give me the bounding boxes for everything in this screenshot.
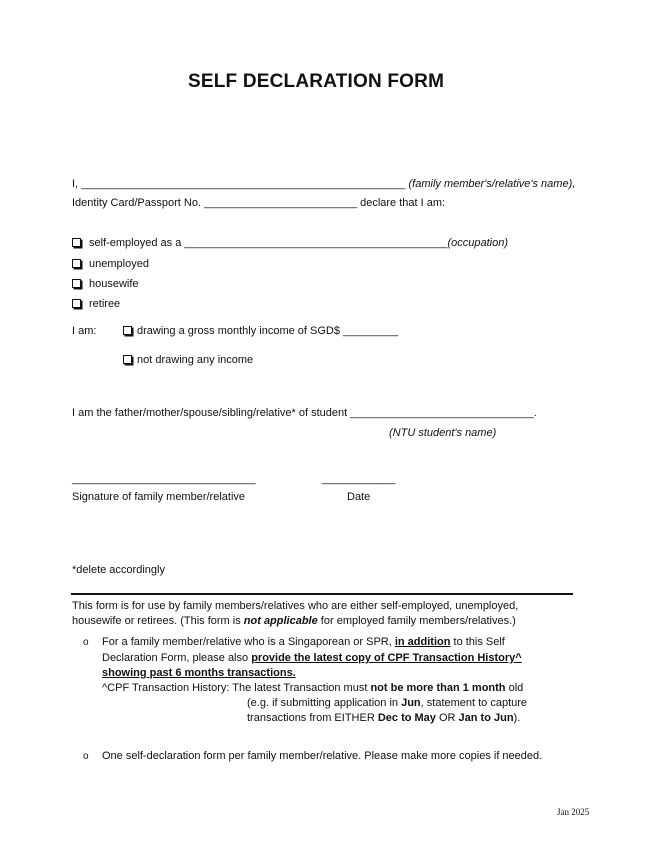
- i-am-label: I am:: [72, 325, 97, 337]
- occupation-hint: (occupation): [447, 237, 508, 249]
- not-applicable-emphasis: not applicable: [243, 615, 318, 627]
- intro-text: housewife or retirees. (This form is: [72, 615, 244, 627]
- date-label: Date: [347, 491, 371, 503]
- date-blank[interactable]: ____________: [322, 473, 396, 485]
- id-label: Identity Card/Passport No.: [72, 197, 202, 209]
- note-text: , statement to capture: [420, 697, 528, 709]
- option-not-drawing: [123, 354, 253, 366]
- option-label: unemployed: [89, 258, 149, 270]
- divider: [71, 593, 573, 595]
- note-text: ^CPF Transaction History: The latest Transaction must: [102, 682, 371, 694]
- relation-text: I am the father/mother/spouse/sibling/relative* of student: [72, 407, 348, 419]
- unemployed-checkbox[interactable]: [72, 259, 81, 268]
- option-unemployed: [72, 258, 149, 270]
- i-label: I,: [72, 178, 79, 190]
- bullet1-line5: [247, 697, 527, 709]
- signature-label: Signature of family member/relative: [72, 491, 246, 503]
- note-text: old: [505, 682, 524, 694]
- income-blank[interactable]: _________: [343, 325, 399, 337]
- one-month-emphasis: not be more than 1 month: [370, 682, 506, 694]
- bullet-icon: o: [83, 751, 89, 762]
- not-drawing-label: not drawing any income: [137, 354, 254, 366]
- jan-jun-emphasis: Jan to Jun: [458, 712, 514, 724]
- cpf-emphasis: provide the latest copy of CPF Transaction History^: [251, 652, 522, 664]
- name-line: [72, 178, 575, 190]
- option-label: housewife: [89, 278, 139, 290]
- notes-intro-line1: This form is for use by family members/relatives who are either self-employed, unemployed,: [72, 600, 519, 612]
- footer-date: Jan 2025: [557, 807, 590, 817]
- drawing-income-checkbox[interactable]: [123, 326, 132, 335]
- bullet-icon: o: [83, 637, 89, 648]
- notes-intro-line2: [72, 615, 516, 627]
- note-text: to this Self: [450, 636, 505, 648]
- student-name-hint: (NTU student's name): [389, 427, 497, 439]
- id-line: [72, 197, 445, 209]
- option-label: retiree: [89, 298, 121, 310]
- note-text: Declaration Form, please also: [102, 652, 252, 664]
- note-text: (e.g. if submitting application in: [247, 697, 402, 709]
- note-text: For a family member/relative who is a Singaporean or SPR,: [102, 636, 395, 648]
- note-text: OR: [435, 712, 459, 724]
- option-self-employed: [72, 237, 508, 249]
- bullet1-line1: [102, 636, 505, 648]
- dec-may-emphasis: Dec to May: [377, 712, 436, 724]
- bullet2-text: One self-declaration form per family member/relative. Please make more copies if needed.: [102, 750, 543, 762]
- intro-text: for employed family members/relatives.): [317, 615, 516, 627]
- note-text: ).: [513, 712, 521, 724]
- bullet1-line4: [102, 682, 523, 694]
- retiree-checkbox[interactable]: [72, 299, 81, 308]
- bullet1-line6: [247, 712, 520, 724]
- bullet1-line3: showing past 6 months transactions.: [102, 667, 296, 679]
- drawing-income-label: drawing a gross monthly income of SGD$: [137, 325, 340, 337]
- declare-text: declare that I am:: [360, 197, 446, 209]
- in-addition-emphasis: in addition: [394, 636, 451, 648]
- self-employed-checkbox[interactable]: [72, 238, 81, 247]
- option-housewife: [72, 278, 139, 290]
- note-text: transactions from EITHER: [247, 712, 378, 724]
- name-hint: (family member's/relative's name),: [408, 178, 576, 190]
- not-drawing-checkbox[interactable]: [123, 355, 132, 364]
- signature-blank[interactable]: ______________________________: [72, 473, 256, 485]
- option-label: self-employed as a: [89, 237, 182, 249]
- occupation-blank[interactable]: ___________________________________________: [184, 237, 448, 249]
- jun-emphasis: Jun: [401, 697, 421, 709]
- name-blank[interactable]: _____________________________________________________: [81, 178, 406, 190]
- relation-line: [72, 407, 537, 419]
- delete-note: *delete accordingly: [72, 564, 165, 576]
- option-retiree: [72, 298, 120, 310]
- bullet1-line2: [102, 652, 522, 664]
- option-drawing-income: [123, 325, 398, 337]
- id-blank[interactable]: _________________________: [204, 197, 358, 209]
- student-name-blank[interactable]: ______________________________.: [350, 407, 537, 419]
- page-title: SELF DECLARATION FORM: [188, 71, 445, 92]
- housewife-checkbox[interactable]: [72, 279, 81, 288]
